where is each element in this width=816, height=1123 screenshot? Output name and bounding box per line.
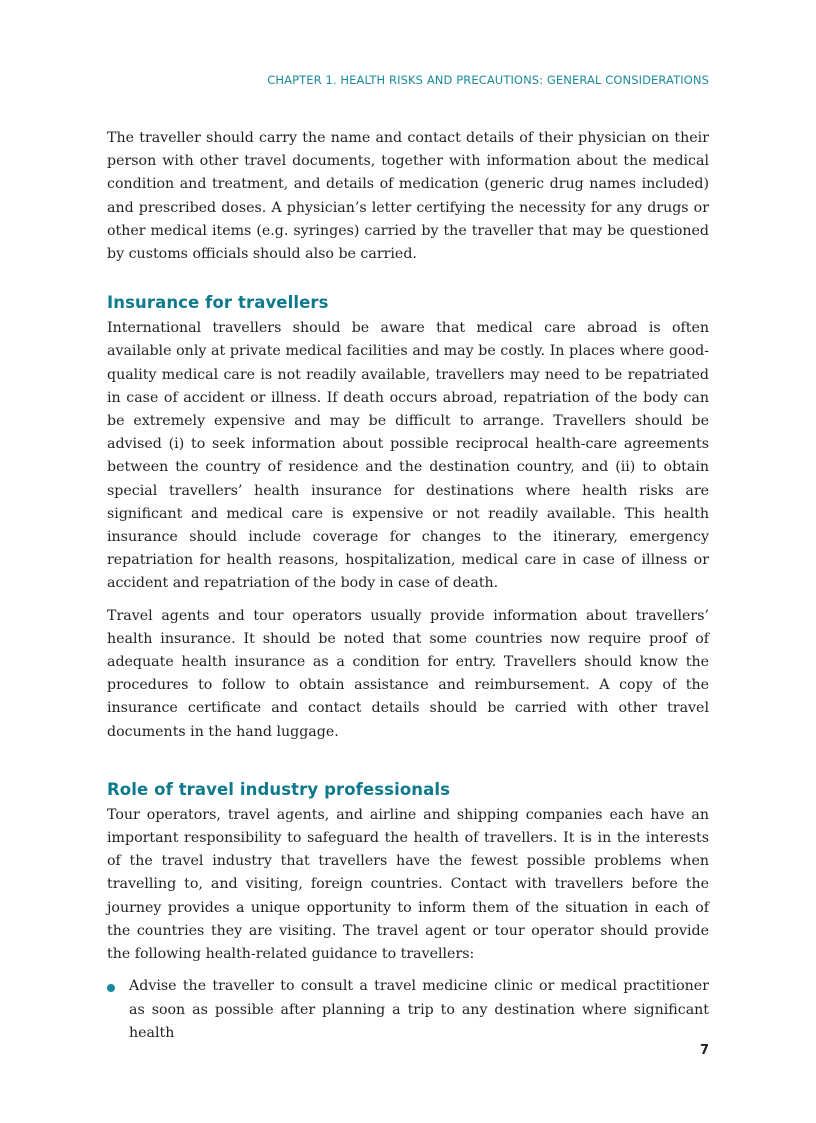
running-header: CHAPTER 1. HEALTH RISKS AND PRECAUTIONS: GENERAL CONSIDERATIONS xyxy=(267,73,709,87)
insurance-paragraph-1: International travellers should be aware that medical care abroad is often available only at private medical facilities and may be costly. In places where good-quality medical care is not readily available, travellers may need to be repatriated in case of accident or illness. If death occurs abroad, repatriation of the body can be extremely expensive and may be difficult to arrange. Travellers should be advised (i) to seek information about possible reciprocal health-care agreements between the country of residence and the destination country, and (ii) to obtain special travellers’ health insurance for destinations where health risks are significant and medical care is expensive or not readily available. This health insurance should include coverage for changes to the itinerary, emergency repatriation for health reasons, hospitalization, medical care in case of illness or accident and repatriation of the body in case of death. xyxy=(107,320,709,592)
bullet-dot-icon xyxy=(107,984,115,992)
page-content xyxy=(107,127,709,1045)
intro-paragraph: The traveller should carry the name and contact details of their physician on their person with other travel documents, together with information about the medical condition and treatment, and details of medication (generic drug names included) and prescribed doses. A physician’s letter certifying the necessity for any drugs or other medical items (e.g. syringes) carried by the traveller that may be questioned by customs officials should also be carried. xyxy=(107,130,709,263)
guidance-list xyxy=(107,975,709,1045)
list-item xyxy=(107,975,709,1045)
section-heading-travel-industry: Role of travel industry professionals xyxy=(107,779,451,799)
page-number: 7 xyxy=(699,1043,709,1058)
section-heading-insurance: Insurance for travellers xyxy=(107,293,329,313)
travel-industry-paragraph-1: Tour operators, travel agents, and airline and shipping companies each have an important responsibility to safeguard the health of travellers. It is in the interests of the travel industry that travellers have the fewest possible problems when travelling to, and visiting, foreign countries. Contact with travellers before the journey provides a unique opportunity to inform them of the situation in each of the countries they are visiting. The travel agent or tour operator should provide the following health-related guidance to travellers: xyxy=(107,806,709,963)
insurance-paragraph-2: Travel agents and tour operators usually provide information about travellers’ health insurance. It should be noted that some countries now require proof of adequate health insurance as a condition for entry. Travellers should know the procedures to follow to obtain assistance and reimbursement. A copy of the insurance certificate and contact details should be carried with other travel documents in the hand luggage. xyxy=(107,607,709,740)
list-item-text: Advise the traveller to consult a travel medicine clinic or medical practitioner as soon as possible after planning a trip to any destination where significant health xyxy=(129,978,709,1041)
